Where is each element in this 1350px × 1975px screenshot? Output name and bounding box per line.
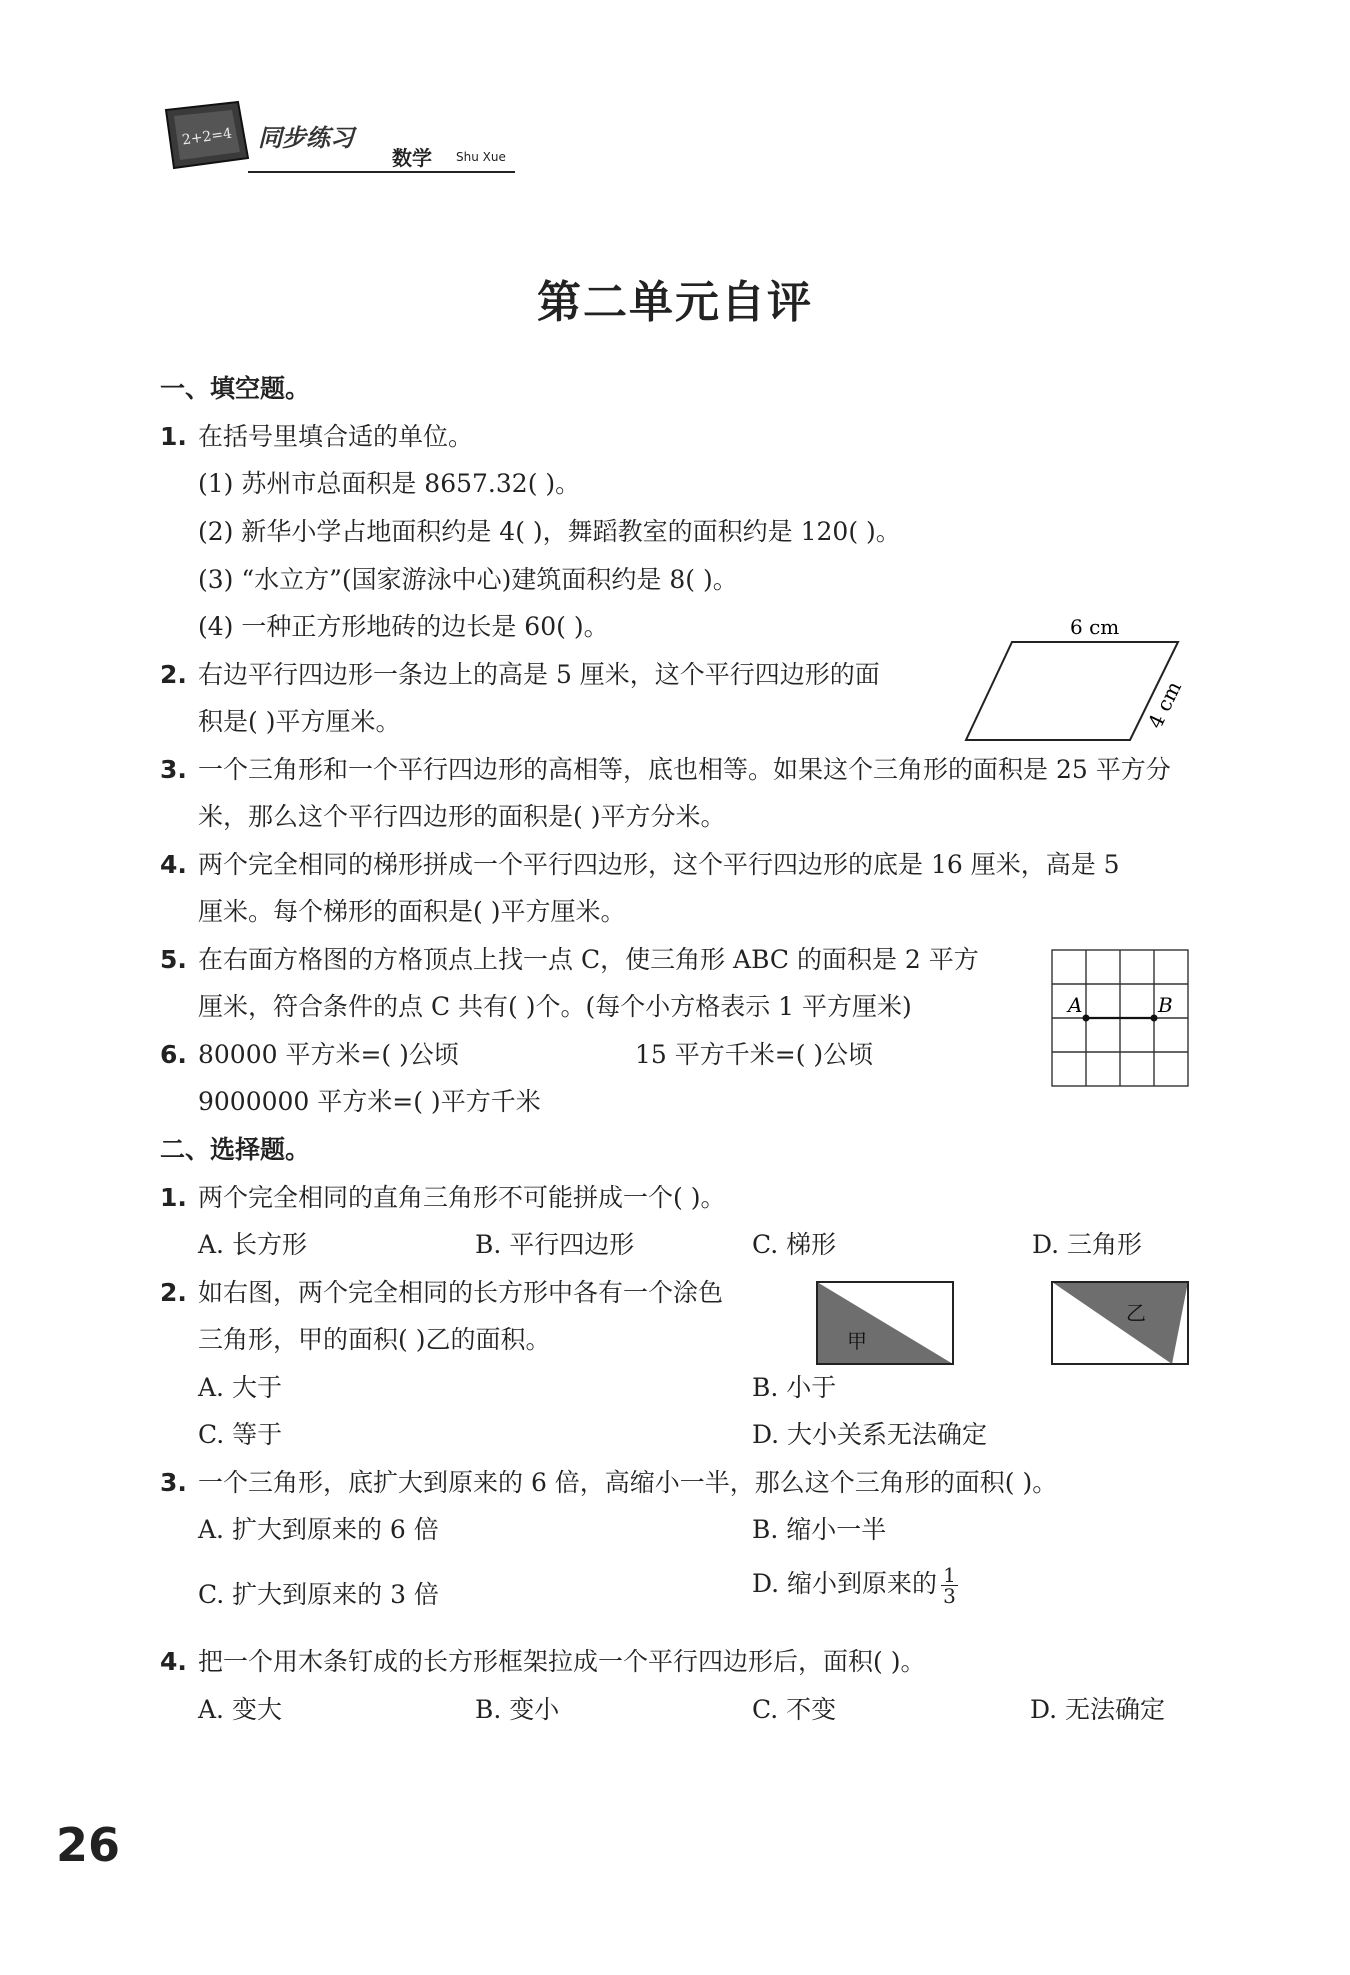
mc2-line2: 三角形，甲的面积( )乙的面积。 [198, 1325, 551, 1354]
subject-label: 数学 [392, 146, 432, 170]
parallelogram-figure [960, 612, 1200, 747]
mc3-number: 3. [160, 1468, 187, 1497]
section-heading-fill: 一、填空题。 [160, 374, 311, 403]
q6-a: 80000 平方米=( )公顷 [198, 1040, 459, 1069]
q5-line1: 在右面方格图的方格顶点上找一点 C，使三角形 ABC 的面积是 2 平方 [198, 945, 979, 974]
frac-numerator: 1 [943, 1563, 956, 1587]
triangle-jia [817, 1282, 953, 1364]
mc3-opt-d: D. 缩小到原来的 [752, 1569, 938, 1598]
grid-figure [1050, 948, 1190, 1088]
label-a: A [1068, 993, 1083, 1017]
mc1-opt-b[interactable]: B. 平行四边形 [475, 1230, 635, 1259]
mc3-opt-b[interactable]: B. 缩小一半 [752, 1515, 887, 1544]
mc2-number: 2. [160, 1278, 187, 1307]
mc2-line1: 如右图，两个完全相同的长方形中各有一个涂色 [198, 1278, 724, 1307]
frac-denominator: 3 [943, 1584, 956, 1608]
parallelogram-shape [966, 642, 1178, 740]
q5-line2: 厘米，符合条件的点 C 共有( )个。(每个小方格表示 1 平方厘米) [198, 992, 912, 1021]
q6-b: 15 平方千米=( )公顷 [635, 1040, 874, 1069]
q6-number: 6. [160, 1040, 187, 1069]
parallelogram-side-label: 4 cm [1142, 677, 1187, 733]
fraction-one-third [941, 1565, 958, 1606]
mc4-opt-c[interactable]: C. 不变 [752, 1695, 837, 1724]
subject-pinyin: Shu Xue [456, 150, 506, 164]
q1-sub4: (4) 一种正方形地砖的边长是 60( )。 [198, 612, 609, 641]
mc4-opt-b[interactable]: B. 变小 [475, 1695, 560, 1724]
header-logo [160, 98, 520, 178]
section-heading-choice: 二、选择题。 [160, 1135, 311, 1164]
q2-line1: 右边平行四边形一条边上的高是 5 厘米，这个平行四边形的面 [198, 660, 880, 689]
parallelogram-top-label: 6 cm [1070, 615, 1120, 639]
q2-number: 2. [160, 660, 187, 689]
q3-line2: 米，那么这个平行四边形的面积是( )平方分米。 [198, 802, 726, 831]
q4-line1: 两个完全相同的梯形拼成一个平行四边形，这个平行四边形的底是 16 厘米，高是 5 [198, 850, 1120, 879]
mc1-text: 两个完全相同的直角三角形不可能拼成一个( )。 [198, 1183, 726, 1212]
mc3-opt-d-wrap[interactable] [752, 1565, 958, 1606]
q2-line2: 积是( )平方厘米。 [198, 707, 401, 736]
mc3-opt-c[interactable]: C. 扩大到原来的 3 倍 [198, 1580, 439, 1609]
point-a [1083, 1015, 1090, 1022]
mc1-opt-d[interactable]: D. 三角形 [1032, 1230, 1143, 1259]
q6-c: 9000000 平方米=( )平方千米 [198, 1087, 541, 1116]
q4-number: 4. [160, 850, 187, 879]
mc2-opt-a[interactable]: A. 大于 [198, 1373, 282, 1402]
mc4-opt-d[interactable]: D. 无法确定 [1030, 1695, 1166, 1724]
q1-sub2: (2) 新华小学占地面积约是 4( )，舞蹈教室的面积约是 120( )。 [198, 517, 901, 546]
q3-line1: 一个三角形和一个平行四边形的高相等，底也相等。如果这个三角形的面积是 25 平方分 [198, 755, 1171, 784]
rectangle-yi-figure [1050, 1280, 1190, 1368]
label-b: B [1158, 993, 1173, 1017]
rectangle-jia-figure [815, 1280, 955, 1368]
q5-number: 5. [160, 945, 187, 974]
page-title: 第二单元自评 [537, 277, 813, 328]
triangle-yi [1052, 1282, 1188, 1364]
label-yi: 乙 [1126, 1301, 1146, 1325]
mc1-opt-a[interactable]: A. 长方形 [198, 1230, 307, 1259]
q4-line2: 厘米。每个梯形的面积是( )平方厘米。 [198, 897, 626, 926]
q1-number: 1. [160, 422, 187, 451]
mc1-opt-c[interactable]: C. 梯形 [752, 1230, 837, 1259]
q3-number: 3. [160, 755, 187, 784]
series-title: 同步练习 [258, 124, 354, 152]
mc3-text: 一个三角形，底扩大到原来的 6 倍，高缩小一半，那么这个三角形的面积( )。 [198, 1468, 1058, 1497]
page-number: 26 [56, 1818, 121, 1872]
point-b [1151, 1015, 1158, 1022]
mc4-text: 把一个用木条钉成的长方形框架拉成一个平行四边形后，面积( )。 [198, 1647, 926, 1676]
q1-sub1: (1) 苏州市总面积是 8657.32( )。 [198, 469, 581, 498]
mc4-number: 4. [160, 1647, 187, 1676]
mc1-number: 1. [160, 1183, 187, 1212]
mc2-opt-b[interactable]: B. 小于 [752, 1373, 837, 1402]
mc3-opt-a[interactable]: A. 扩大到原来的 6 倍 [198, 1515, 439, 1544]
mc4-opt-a[interactable]: A. 变大 [198, 1695, 282, 1724]
mc2-opt-d[interactable]: D. 大小关系无法确定 [752, 1420, 988, 1449]
board-text: 2+2=4 [181, 125, 233, 149]
q1-sub3: (3) “水立方”(国家游泳中心)建筑面积约是 8( )。 [198, 565, 738, 594]
q1-text: 在括号里填合适的单位。 [198, 422, 474, 451]
mc2-opt-c[interactable]: C. 等于 [198, 1420, 283, 1449]
label-jia: 甲 [847, 1329, 867, 1353]
